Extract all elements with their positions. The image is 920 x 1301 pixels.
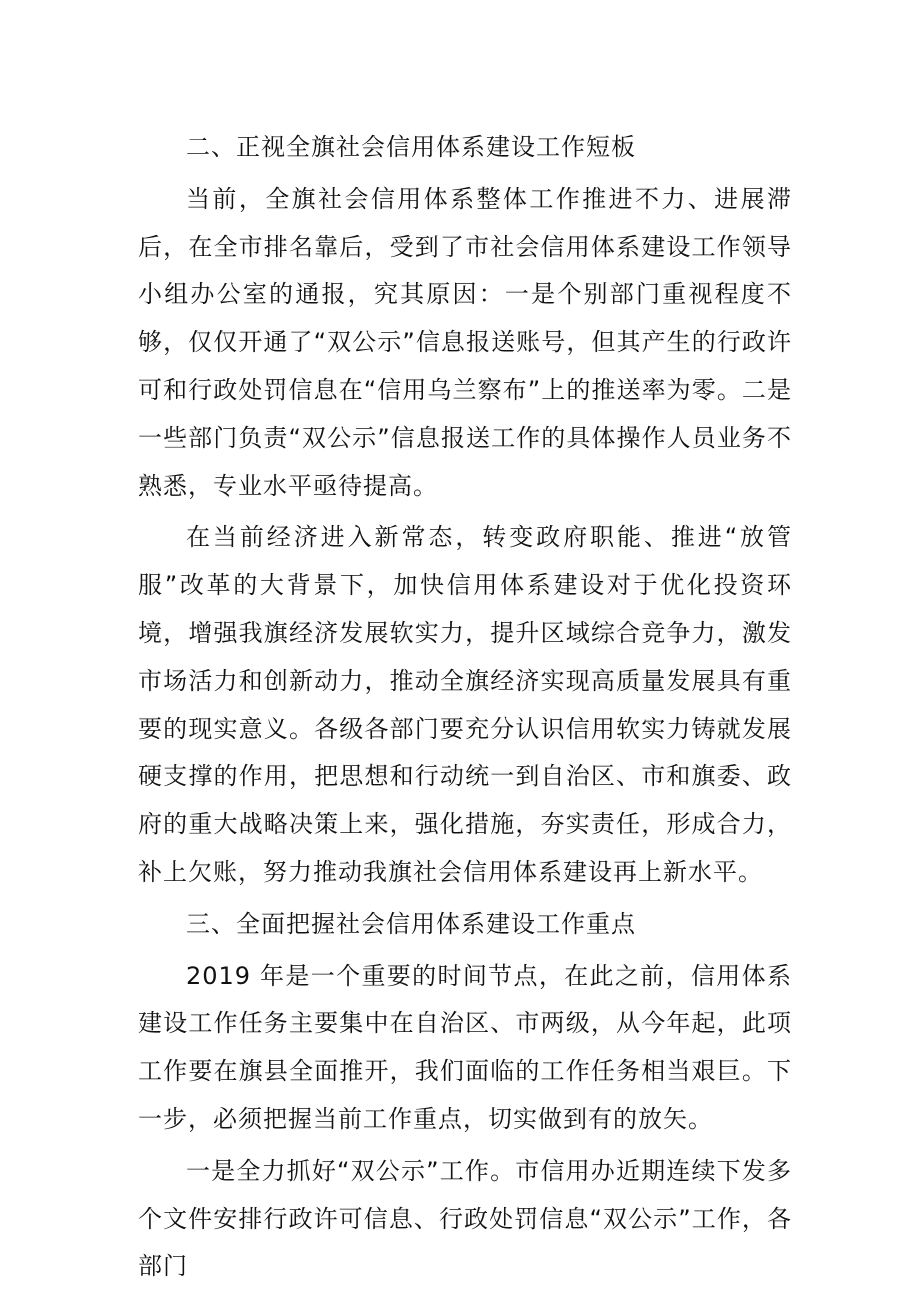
section-2-paragraph-1: 当前，全旗社会信用体系整体工作推进不力、进展滞后，在全市排名靠后，受到了市社会信用体系建设工作领导小组办公室的通报，究其原因：一是个别部门重视程度不够，仅仅开通了“双公示”信息报送账号，但其产生的行政许可和行政处罚信息在“信用乌兰察布”上的推送率为零。二是一些部门负责“双公示”信息报送工作的具体操作人员业务不熟悉，专业水平亟待提高。 [138,184,792,500]
document-body [138,124,792,1291]
section-2-paragraph-2: 在当前经济进入新常态，转变政府职能、推进“放管服”改革的大背景下，加快信用体系建设对于优化投资环境，增强我旗经济发展软实力，提升区域综合竞争力，激发市场活力和创新动力，推动全旗经济实现高质量发展具有重要的现实意义。各级各部门要充分认识信用软实力铸就发展硬支撑的作用，把思想和行动统一到自治区、市和旗委、政府的重大战略决策上来，强化措施，夯实责任，形成合力，补上欠账，努力推动我旗社会信用体系建设再上新水平。 [138,523,792,886]
section-2-heading: 二、正视全旗社会信用体系建设工作短板 [186,133,636,161]
section-3-heading: 三、全面把握社会信用体系建设工作重点 [186,909,636,938]
section-3-paragraph-2: 一是全力抓好“双公示”工作。市信用办近期连续下发多个文件安排行政许可信息、行政处罚信息“双公示”工作，各部门 [138,1156,792,1281]
section-3-paragraph-1: 2019 年是一个重要的时间节点，在此之前，信用体系建设工作任务主要集中在自治区、市两级，从今年起，此项工作要在旗县全面推开，我们面临的工作任务相当艰巨。下一步，必须把握当前工作重点，切实做到有的放矢。 [138,961,792,1133]
